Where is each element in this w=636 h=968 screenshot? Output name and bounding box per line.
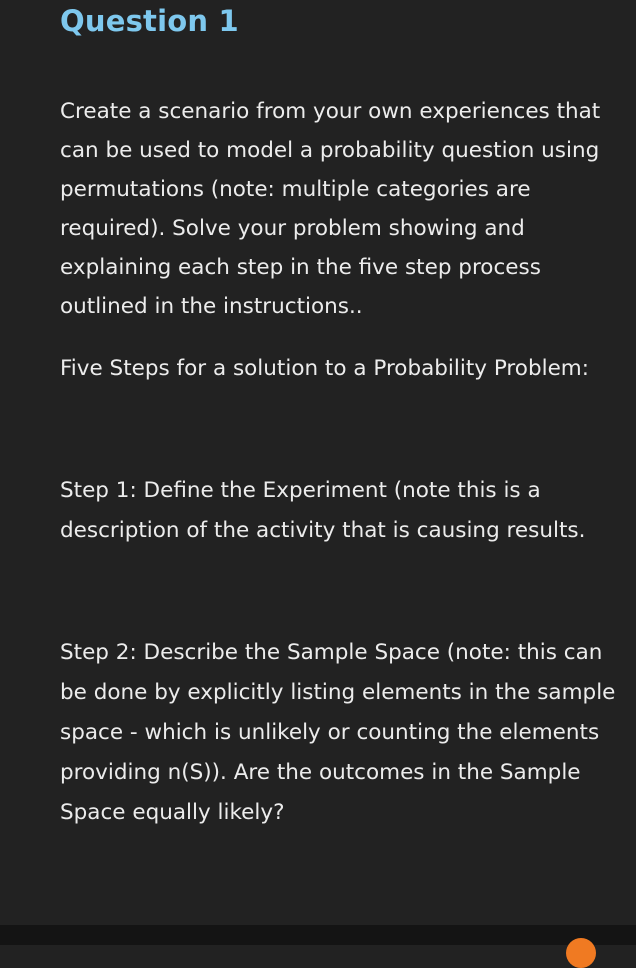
action-button-icon[interactable] [566, 938, 596, 968]
question-title: Question 1 [60, 4, 239, 38]
step-2-text: Step 2: Describe the Sample Space (note: this can be done by explicitly listing elements in the sample space - which is unlikely or counting the elements providing n(S)). Are the outcomes in the Sample Space equally likely? [60, 640, 616, 825]
question-prompt: Create a scenario from your own experiences that can be used to model a probability question using permutations (note: multiple categories are required). Solve your problem showing and explaining each step in the five step process outlined in the instructions.. [60, 99, 601, 319]
step-1-text: Step 1: Define the Experiment (note this is a description of the activity that is causing results. [60, 478, 586, 543]
five-steps-heading: Five Steps for a solution to a Probability Problem: [60, 356, 589, 381]
bottom-bar [0, 925, 636, 945]
